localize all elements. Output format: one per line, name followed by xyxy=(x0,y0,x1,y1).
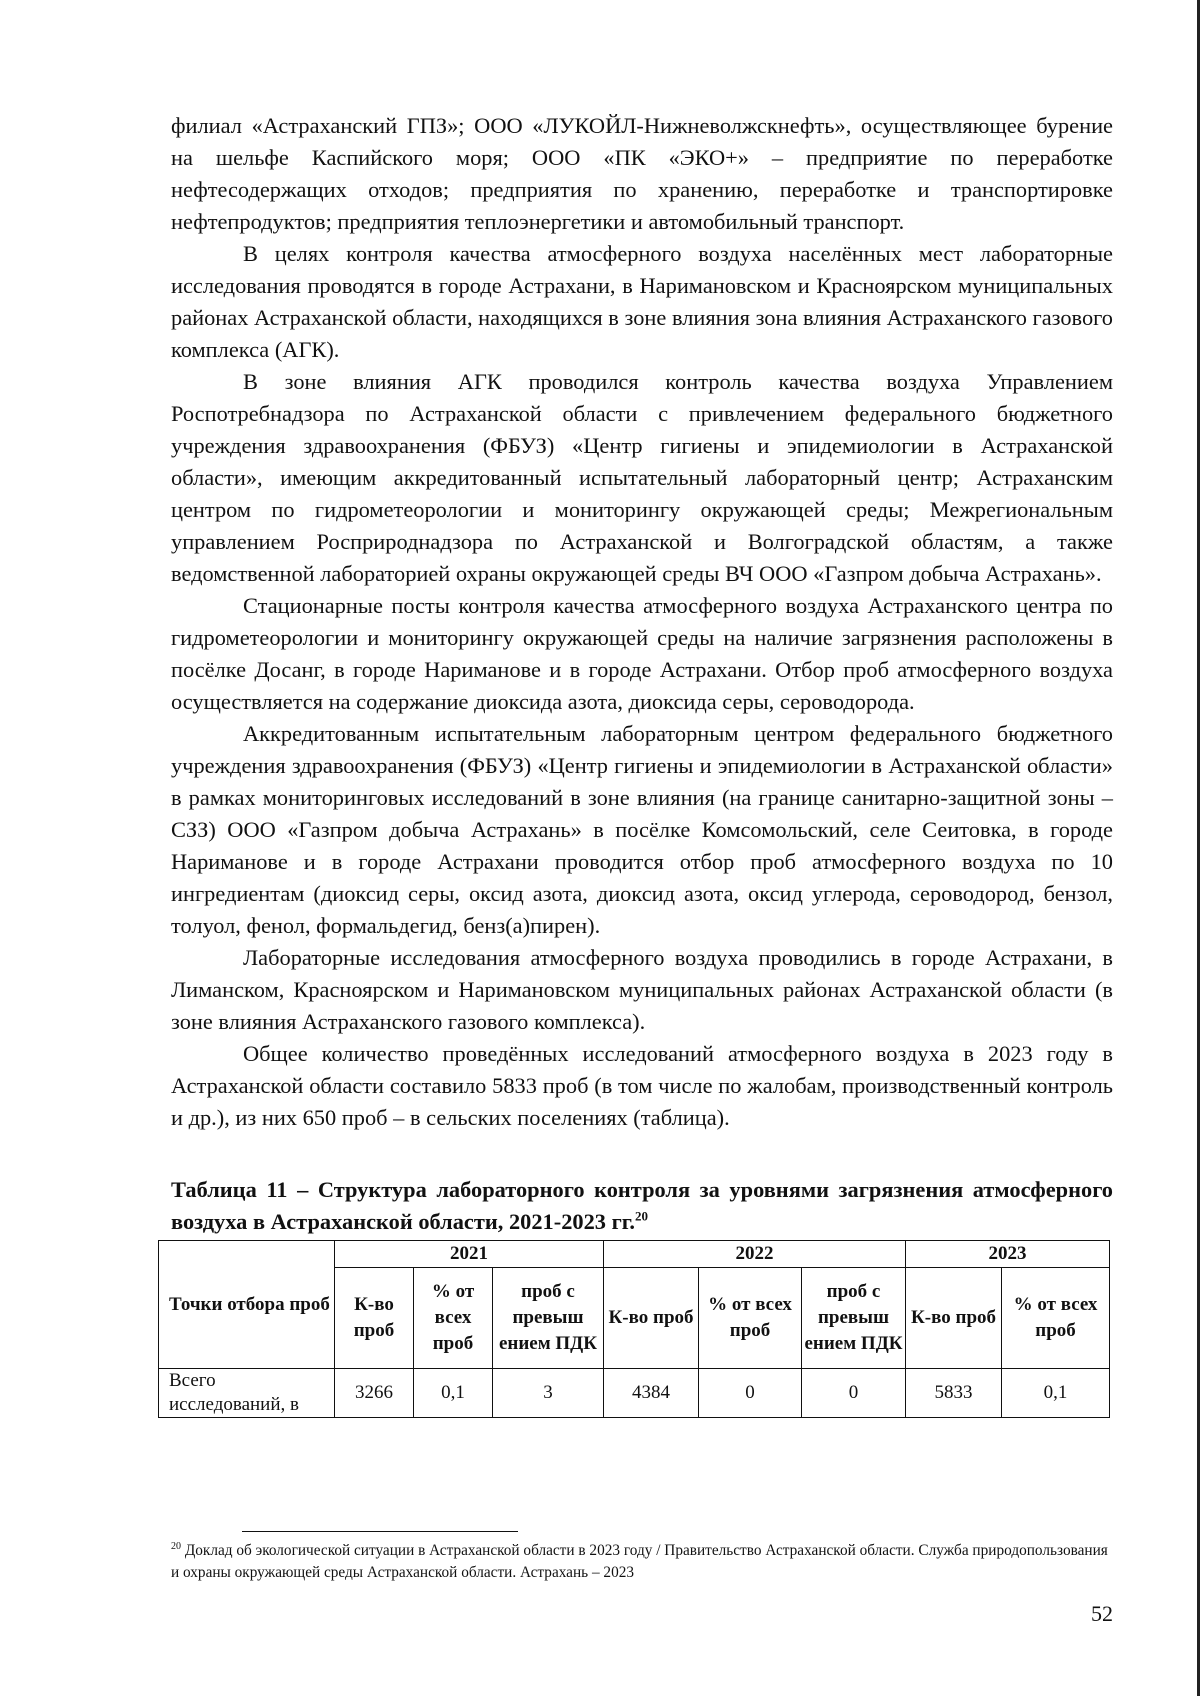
cell-count-2023: 5833 xyxy=(906,1369,1002,1418)
header-year-2021: 2021 xyxy=(335,1241,604,1268)
cell-percent-2023: 0,1 xyxy=(1002,1369,1110,1418)
header-count-2021: К-во проб xyxy=(335,1268,414,1369)
table-caption-text: Таблица 11 – Структура лабораторного контроля за уровнями загрязнения атмосферного воздуха в Астраханской области, 2021-2023 гг. xyxy=(171,1177,1113,1234)
header-percent-2021: % от всех проб xyxy=(414,1268,493,1369)
page-number: 52 xyxy=(1091,1601,1113,1626)
footnote-number: 20 xyxy=(171,1540,181,1552)
cell-exceed-2021: 3 xyxy=(493,1369,604,1418)
header-count-2023: К-во проб xyxy=(906,1268,1002,1369)
footnote-text: Доклад об экологической ситуации в Астраханской области в 2023 году / Правительство Астраханской области. Служба природопользования и охраны окружающей среды Астраханской области. Астрахань – 2023 xyxy=(171,1542,1108,1581)
footnote-divider xyxy=(242,1531,518,1532)
header-points: Точки отбора проб xyxy=(159,1241,335,1369)
lab-control-table xyxy=(158,1240,1110,1418)
header-exceed-2022: проб с превыш ением ПДК xyxy=(802,1268,906,1369)
footnote xyxy=(171,1540,1113,1584)
cell-percent-2021: 0,1 xyxy=(414,1369,493,1418)
paragraph-2: В целях контроля качества атмосферного воздуха населённых мест лабораторные исследования проводятся в городе Астрахани, в Наримановском и Красноярском муниципальных районах Астраханской области, находящихся в зоне влияния зона влияния Астраханского газового комплекса (АГК). xyxy=(171,241,1113,362)
paragraph-4: Стационарные посты контроля качества атмосферного воздуха Астраханского центра по гидрометеорологии и мониторингу окружающей среды на наличие загрязнения расположены в посёлке Досанг, в городе Нариманове и в городе Астрахани. Отбор проб атмосферного воздуха осуществляется на содержание диоксида азота, диоксида серы, сероводорода. xyxy=(171,593,1113,714)
header-year-2022: 2022 xyxy=(604,1241,906,1268)
body-text xyxy=(171,110,1113,1418)
paragraph-7: Общее количество проведённых исследований атмосферного воздуха в 2023 году в Астраханской области составило 5833 проб (в том числе по жалобам, производственный контроль и др.), из них 650 проб – в сельских поселениях (таблица). xyxy=(171,1041,1113,1130)
cell-percent-2022: 0 xyxy=(699,1369,802,1418)
cell-point: Всего исследований, в xyxy=(159,1369,335,1418)
header-exceed-2021: проб с превыш ением ПДК xyxy=(493,1268,604,1369)
table-row xyxy=(159,1369,1110,1418)
paragraph-3: В зоне влияния АГК проводился контроль качества воздуха Управлением Роспотребнадзора по Астраханской области с привлечением федерального бюджетного учреждения здравоохранения (ФБУЗ) «Центр гигиены и эпидемиологии в Астраханской области», имеющим аккредитованный испытательный лабораторный центр; Астраханским центром по гидрометеорологии и мониторингу окружающей среды; Межрегиональным управлением Росприроднадзора по Астраханской и Волгоградской областям, а также ведомственной лабораторией охраны окружающей среды ВЧ ООО «Газпром добыча Астрахань». xyxy=(171,369,1113,586)
header-percent-2023: % от всех проб xyxy=(1002,1268,1110,1369)
header-percent-2022: % от всех проб xyxy=(699,1268,802,1369)
cell-count-2022: 4384 xyxy=(604,1369,699,1418)
paragraph-6: Лабораторные исследования атмосферного воздуха проводились в городе Астрахани, в Лиманском, Красноярском и Наримановском муниципальных районах Астраханской области (в зоне влияния Астраханского газового комплекса). xyxy=(171,945,1113,1034)
table-caption xyxy=(171,1174,1113,1238)
header-count-2022: К-во проб xyxy=(604,1268,699,1369)
paragraph-1: филиал «Астраханский ГПЗ»; ООО «ЛУКОЙЛ-Нижневолжскнефть», осуществляющее бурение на шельфе Каспийского моря; ООО «ПК «ЭКО+» – предприятие по переработке нефтесодержащих отходов; предприятия по хранению, переработке и транспортировке нефтепродуктов; предприятия теплоэнергетики и автомобильный транспорт. xyxy=(171,113,1113,234)
cell-count-2021: 3266 xyxy=(335,1369,414,1418)
cell-exceed-2022: 0 xyxy=(802,1369,906,1418)
header-year-2023: 2023 xyxy=(906,1241,1110,1268)
paragraph-5: Аккредитованным испытательным лабораторным центром федерального бюджетного учреждения здравоохранения (ФБУЗ) «Центр гигиены и эпидемиологии в Астраханской области» в рамках мониторинговых исследований в зоне влияния (на границе санитарно-защитной зоны – СЗЗ) ООО «Газпром добыча Астрахань» в посёлке Комсомольский, селе Сеитовка, в городе Нариманове и в городе Астрахани проводится отбор проб атмосферного воздуха по 10 ингредиентам (диоксид серы, оксид азота, диоксид азота, оксид углерода, сероводород, бензол, толуол, фенол, формальдегид, бенз(а)пирен). xyxy=(171,721,1113,938)
table-caption-footnote-ref: 20 xyxy=(634,1208,648,1224)
table-year-row xyxy=(159,1241,1110,1268)
